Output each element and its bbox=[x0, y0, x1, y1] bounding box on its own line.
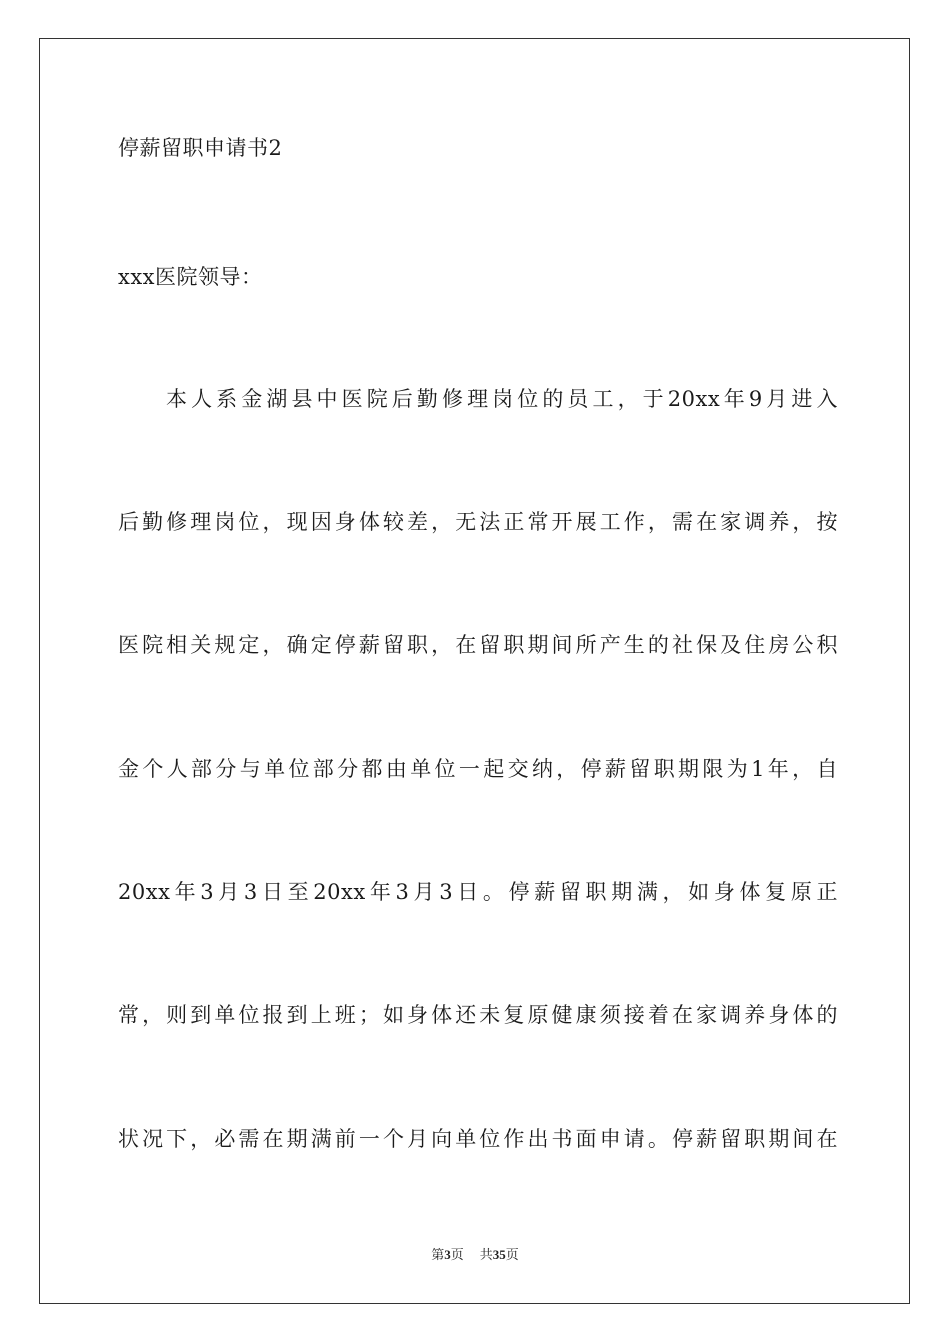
footer-page-suffix: 页 bbox=[450, 1247, 464, 1262]
paragraph-line-3: 医院相关规定，确定停薪留职，在留职期间所产生的社保及住房公积 bbox=[118, 633, 838, 657]
paragraph-line-4: 金个人部分与单位部分都由单位一起交纳，停薪留职期限为1年，自 bbox=[118, 757, 838, 781]
footer-total-prefix: 共 bbox=[479, 1247, 493, 1262]
footer-page-current: 3 bbox=[444, 1247, 451, 1262]
page-footer bbox=[0, 1246, 950, 1264]
page-border bbox=[39, 38, 910, 1304]
salutation: xxx医院领导： bbox=[118, 265, 263, 289]
paragraph-line-1: 本人系金湖县中医院后勤修理岗位的员工，于20xx年9月进入 bbox=[166, 387, 838, 411]
paragraph-line-2: 后勤修理岗位，现因身体较差，无法正常开展工作，需在家调养，按 bbox=[118, 510, 838, 534]
footer-page-total: 35 bbox=[492, 1247, 506, 1262]
paragraph-line-7: 状况下，必需在期满前一个月向单位作出书面申请。停薪留职期间在 bbox=[118, 1127, 838, 1151]
footer-page-prefix: 第 bbox=[431, 1247, 445, 1262]
paragraph-line-5: 20xx年3月3日至20xx年3月3日。停薪留职期满，如身体复原正 bbox=[118, 880, 838, 904]
footer-total-suffix: 页 bbox=[505, 1247, 519, 1262]
paragraph-line-6: 常，则到单位报到上班；如身体还未复原健康须接着在家调养身体的 bbox=[118, 1003, 838, 1027]
document-title: 停薪留职申请书2 bbox=[118, 136, 283, 160]
